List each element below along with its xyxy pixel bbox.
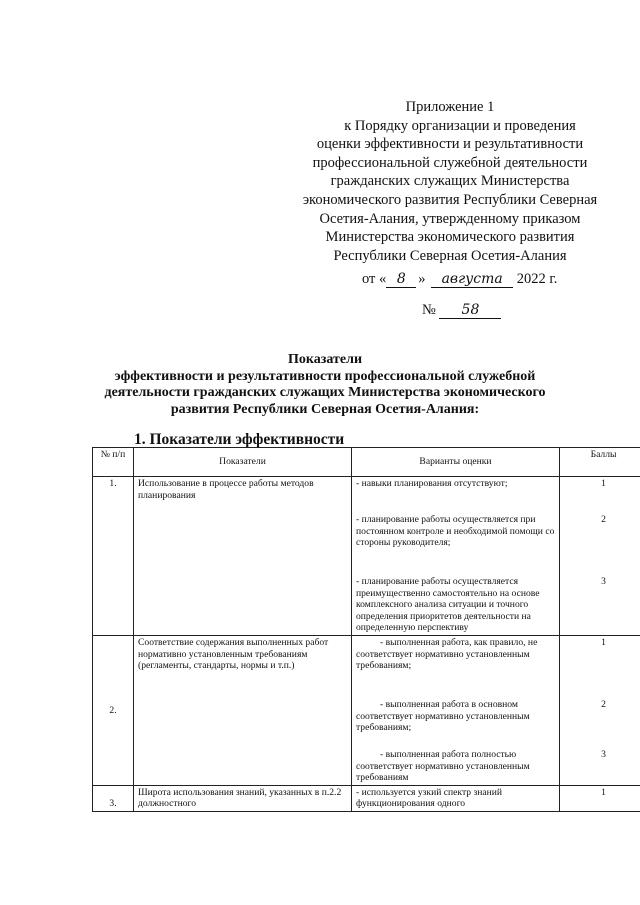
header-variants: Варианты оценки (352, 448, 560, 477)
appendix-line: Министерства экономического развития (325, 229, 575, 246)
points-value: 3 (601, 576, 606, 587)
row-options (352, 477, 560, 636)
option-text: - выполненная работа, как правило, не соответствует нормативно установленным требованиям; (356, 636, 538, 672)
row-num: 1. (93, 477, 134, 636)
row-num: 3. (93, 785, 134, 811)
date-prefix: от « (362, 271, 387, 287)
table-row (93, 635, 640, 785)
option-text: - выполненная работа полностью соответствует нормативно установленным требованиям (356, 748, 530, 784)
table-row (93, 785, 640, 811)
heading-line: эффективности и результативности профессиональной служебной (114, 368, 536, 384)
date-day: 8 (386, 272, 416, 288)
row-points (560, 785, 640, 811)
appendix-line: профессиональной служебной деятельности (312, 154, 588, 171)
option-text: - планирование работы осуществляется при постоянном контроле и необходимой помощи со стороны руководителя; (356, 514, 555, 549)
table-header-row (93, 448, 640, 477)
appendix-line: к Порядку организации и проведения (344, 117, 576, 134)
heading-line: деятельности гражданских служащих Министерства экономического (104, 385, 546, 400)
points-value: 3 (601, 748, 606, 760)
number-prefix: № (422, 302, 436, 318)
row-num: 2. (93, 635, 134, 785)
order-date (362, 271, 557, 288)
heading-line: развития Республики Северная Осетия-Алания: (170, 401, 480, 417)
header-indicator: Показатели (134, 448, 352, 477)
row-points (560, 635, 640, 785)
points-value: 1 (601, 786, 606, 798)
appendix-line: Республики Северная Осетия-Алания (333, 247, 567, 264)
row-indicator: Использование в процессе работы методов планирования (134, 477, 352, 636)
option-text: - выполненная работа в основном соответствует нормативно установленным требованиям; (356, 698, 530, 734)
points-value: 1 (601, 636, 606, 648)
points-value: 2 (601, 698, 606, 710)
option-text: - используется узкий спектр знаний функционирования одного (356, 786, 503, 810)
header-points: Баллы (560, 448, 640, 477)
appendix-line: оценки эффективности и результативности (316, 136, 584, 153)
row-points (560, 477, 640, 636)
appendix-line: гражданских служащих Министерства (330, 173, 570, 190)
indicators-table (92, 447, 640, 812)
points-value: 1 (601, 478, 606, 489)
document-heading (90, 352, 560, 418)
row-options (352, 785, 560, 811)
row-options (352, 635, 560, 785)
date-year: 2022 г. (516, 271, 558, 287)
section-title: 1. Показатели эффективности (134, 431, 345, 448)
appendix-line: Осетия-Алания, утвержденному приказом (319, 210, 581, 227)
date-mid: » (418, 271, 426, 287)
option-text: - планирование работы осуществляется преимущественно самостоятельно на основе комплексного анализа ситуации и точного определения приоритетов деятельности на определенную перспективу (356, 576, 540, 634)
table-row (93, 477, 640, 636)
option-text: - навыки планирования отсутствуют; (356, 478, 508, 489)
header-num: № п/п (93, 448, 134, 477)
row-indicator: Широта использования знаний, указанных в п.2.2 должностного (134, 785, 352, 811)
appendix-block (270, 98, 630, 265)
date-month: августа (431, 272, 513, 288)
row-indicator: Соответствие содержания выполненных работ нормативно установленным требованиям (регламенты, стандарты, нормы и т.п.) (134, 635, 352, 785)
heading-line: Показатели (287, 352, 363, 367)
order-number (422, 302, 501, 319)
appendix-line: экономического развития Республики Северная (302, 191, 598, 208)
points-value: 2 (601, 514, 606, 525)
appendix-line: Приложение 1 (405, 99, 495, 115)
number-value: 58 (439, 303, 501, 319)
